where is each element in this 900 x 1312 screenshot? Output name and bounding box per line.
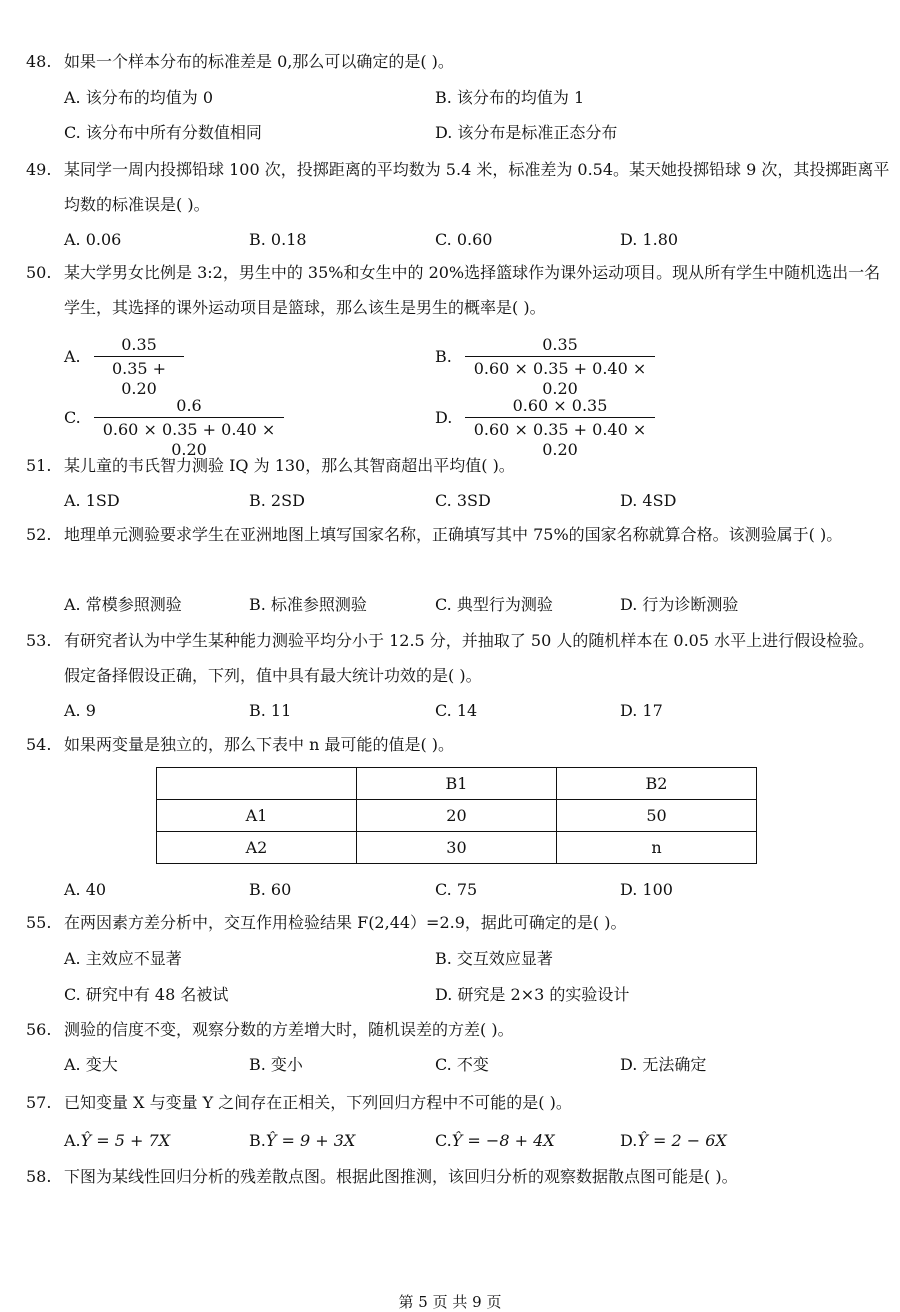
question-text: 已知变量 X 与变量 Y 之间存在正相关，下列回归方程中不可能的是( )。 xyxy=(64,1093,572,1112)
option-a: A. 1SD xyxy=(64,491,120,510)
option-d: D. 该分布是标准正态分布 xyxy=(435,123,618,142)
question-number: 57. xyxy=(26,1093,52,1112)
contingency-table xyxy=(156,767,757,864)
table-cell: 20 xyxy=(356,800,556,832)
question-number: 53. xyxy=(26,631,52,650)
table-cell xyxy=(157,768,357,800)
option-label: B. xyxy=(249,1131,266,1150)
regression-equation: Ŷ = 2 − 6X xyxy=(637,1131,727,1150)
question-53 xyxy=(26,631,890,687)
fraction xyxy=(465,396,655,460)
question-text: 如果两变量是独立的，那么下表中 n 最可能的值是( )。 xyxy=(64,735,455,754)
table-cell: B1 xyxy=(356,768,556,800)
option-d xyxy=(620,1131,727,1151)
question-text: 下图为某线性回归分析的残差散点图。根据此图推测，该回归分析的观察数据散点图可能是( )。 xyxy=(64,1167,738,1186)
option-d: D. 1.80 xyxy=(620,230,679,249)
question-text: 有研究者认为中学生某种能力测验平均分小于 12.5 分，并抽取了 50 人的随机样本在 0.05 水平上进行假设检验。假定备择假设正确，下列，值中具有最大统计功效的是( )。 xyxy=(64,631,875,685)
option-label: C. xyxy=(64,408,81,427)
option-label: B. xyxy=(435,347,452,366)
option-d: D. 行为诊断测验 xyxy=(620,595,739,614)
question-number: 48. xyxy=(26,52,52,71)
question-text: 某大学男女比例是 3:2，男生中的 35%和女生中的 20%选择篮球作为课外运动项目。现从所有学生中随机选出一名学生，其选择的课外运动项目是篮球，那么该生是男生的概率是( )。 xyxy=(64,263,881,317)
option-c xyxy=(64,396,304,459)
table-cell: A1 xyxy=(157,800,357,832)
question-text: 某同学一周内投掷铅球 100 次，投掷距离的平均数为 5.4 米，标准差为 0.54。某天她投掷铅球 9 次，其投掷距离平均数的标准误是( )。 xyxy=(64,160,890,214)
option-c: C. 不变 xyxy=(435,1055,489,1074)
numerator: 0.60 × 0.35 xyxy=(512,396,608,415)
fraction-bar xyxy=(94,356,184,357)
denominator: 0.60 × 0.35 + 0.40 × 0.20 xyxy=(473,359,647,398)
option-c: C. 3SD xyxy=(435,491,491,510)
option-c: C. 14 xyxy=(435,701,478,720)
option-b: B. 标准参照测验 xyxy=(249,595,367,614)
option-a xyxy=(64,1131,170,1151)
option-c xyxy=(435,1131,555,1151)
question-52 xyxy=(26,525,890,581)
option-d: D. 4SD xyxy=(620,491,677,510)
fraction xyxy=(94,335,184,399)
option-a: A. 该分布的均值为 0 xyxy=(64,88,213,107)
question-text: 在两因素方差分析中，交互作用检验结果 F(2,44）=2.9，据此可确定的是( )。 xyxy=(64,913,627,932)
option-a: A. 0.06 xyxy=(64,230,122,249)
denominator: 0.35 + 0.20 xyxy=(111,359,167,398)
numerator: 0.35 xyxy=(542,335,578,354)
table-cell: A2 xyxy=(157,832,357,864)
table-cell: n xyxy=(556,832,756,864)
question-number: 58. xyxy=(26,1167,52,1186)
table-header-row xyxy=(157,768,757,800)
question-text: 某儿童的韦氏智力测验 IQ 为 130，那么其智商超出平均值( )。 xyxy=(64,456,515,475)
option-c: C. 0.60 xyxy=(435,230,493,249)
option-a: A. 40 xyxy=(64,880,107,899)
option-d: D. 无法确定 xyxy=(620,1055,707,1074)
option-b: B. 0.18 xyxy=(249,230,307,249)
table-cell: B2 xyxy=(556,768,756,800)
page-footer: 第 5 页 共 9 页 xyxy=(398,1293,502,1311)
fraction-bar xyxy=(465,356,655,357)
question-number: 52. xyxy=(26,525,52,544)
table-cell: 30 xyxy=(356,832,556,864)
question-50 xyxy=(26,263,890,319)
option-d xyxy=(435,396,675,459)
question-49 xyxy=(26,160,890,216)
question-number: 51. xyxy=(26,456,52,475)
option-b xyxy=(435,335,675,398)
option-b: B. 该分布的均值为 1 xyxy=(435,88,585,107)
question-number: 55. xyxy=(26,913,52,932)
option-c: C. 典型行为测验 xyxy=(435,595,553,614)
regression-equation: Ŷ = −8 + 4X xyxy=(451,1131,555,1150)
numerator: 0.6 xyxy=(176,396,202,415)
fraction xyxy=(94,396,284,460)
option-c: C. 研究中有 48 名被试 xyxy=(64,985,229,1004)
option-a: A. 主效应不显著 xyxy=(64,949,182,968)
option-b: B. 60 xyxy=(249,880,292,899)
denominator: 0.60 × 0.35 + 0.40 × 0.20 xyxy=(473,420,647,459)
option-c: C. 该分布中所有分数值相同 xyxy=(64,123,262,142)
question-number: 49. xyxy=(26,160,52,179)
fraction xyxy=(465,335,655,399)
option-label: D. xyxy=(435,408,453,427)
numerator: 0.35 xyxy=(121,335,157,354)
table-cell: 50 xyxy=(556,800,756,832)
question-text: 如果一个样本分布的标准差是 0,那么可以确定的是( )。 xyxy=(64,52,454,71)
fraction-bar xyxy=(94,417,284,418)
option-a: A. 变大 xyxy=(64,1055,118,1074)
option-b: B. 11 xyxy=(249,701,292,720)
question-number: 50. xyxy=(26,263,52,282)
option-b: B. 变小 xyxy=(249,1055,303,1074)
option-label: C. xyxy=(435,1131,452,1150)
option-label: A. xyxy=(64,347,81,366)
fraction-bar xyxy=(465,417,655,418)
question-number: 56. xyxy=(26,1020,52,1039)
question-text: 地理单元测验要求学生在亚洲地图上填写国家名称，正确填写其中 75%的国家名称就算合格。该测验属于( )。 xyxy=(64,525,843,544)
option-d: D. 17 xyxy=(620,701,663,720)
option-label: D. xyxy=(620,1131,638,1150)
option-label: A. xyxy=(64,1131,81,1150)
option-b: B. 2SD xyxy=(249,491,305,510)
option-b xyxy=(249,1131,355,1151)
regression-equation: Ŷ = 5 + 7X xyxy=(80,1131,171,1150)
denominator: 0.60 × 0.35 + 0.40 × 0.20 xyxy=(102,420,276,459)
table-row xyxy=(157,832,757,864)
option-a xyxy=(64,335,244,398)
option-b: B. 交互效应显著 xyxy=(435,949,553,968)
option-a: A. 9 xyxy=(64,701,96,720)
option-a: A. 常模参照测验 xyxy=(64,595,182,614)
question-text: 测验的信度不变，观察分数的方差增大时，随机误差的方差( )。 xyxy=(64,1020,514,1039)
option-d: D. 100 xyxy=(620,880,673,899)
table-row xyxy=(157,800,757,832)
option-d: D. 研究是 2×3 的实验设计 xyxy=(435,985,630,1004)
regression-equation: Ŷ = 9 + 3X xyxy=(265,1131,356,1150)
option-c: C. 75 xyxy=(435,880,478,899)
question-number: 54. xyxy=(26,735,52,754)
